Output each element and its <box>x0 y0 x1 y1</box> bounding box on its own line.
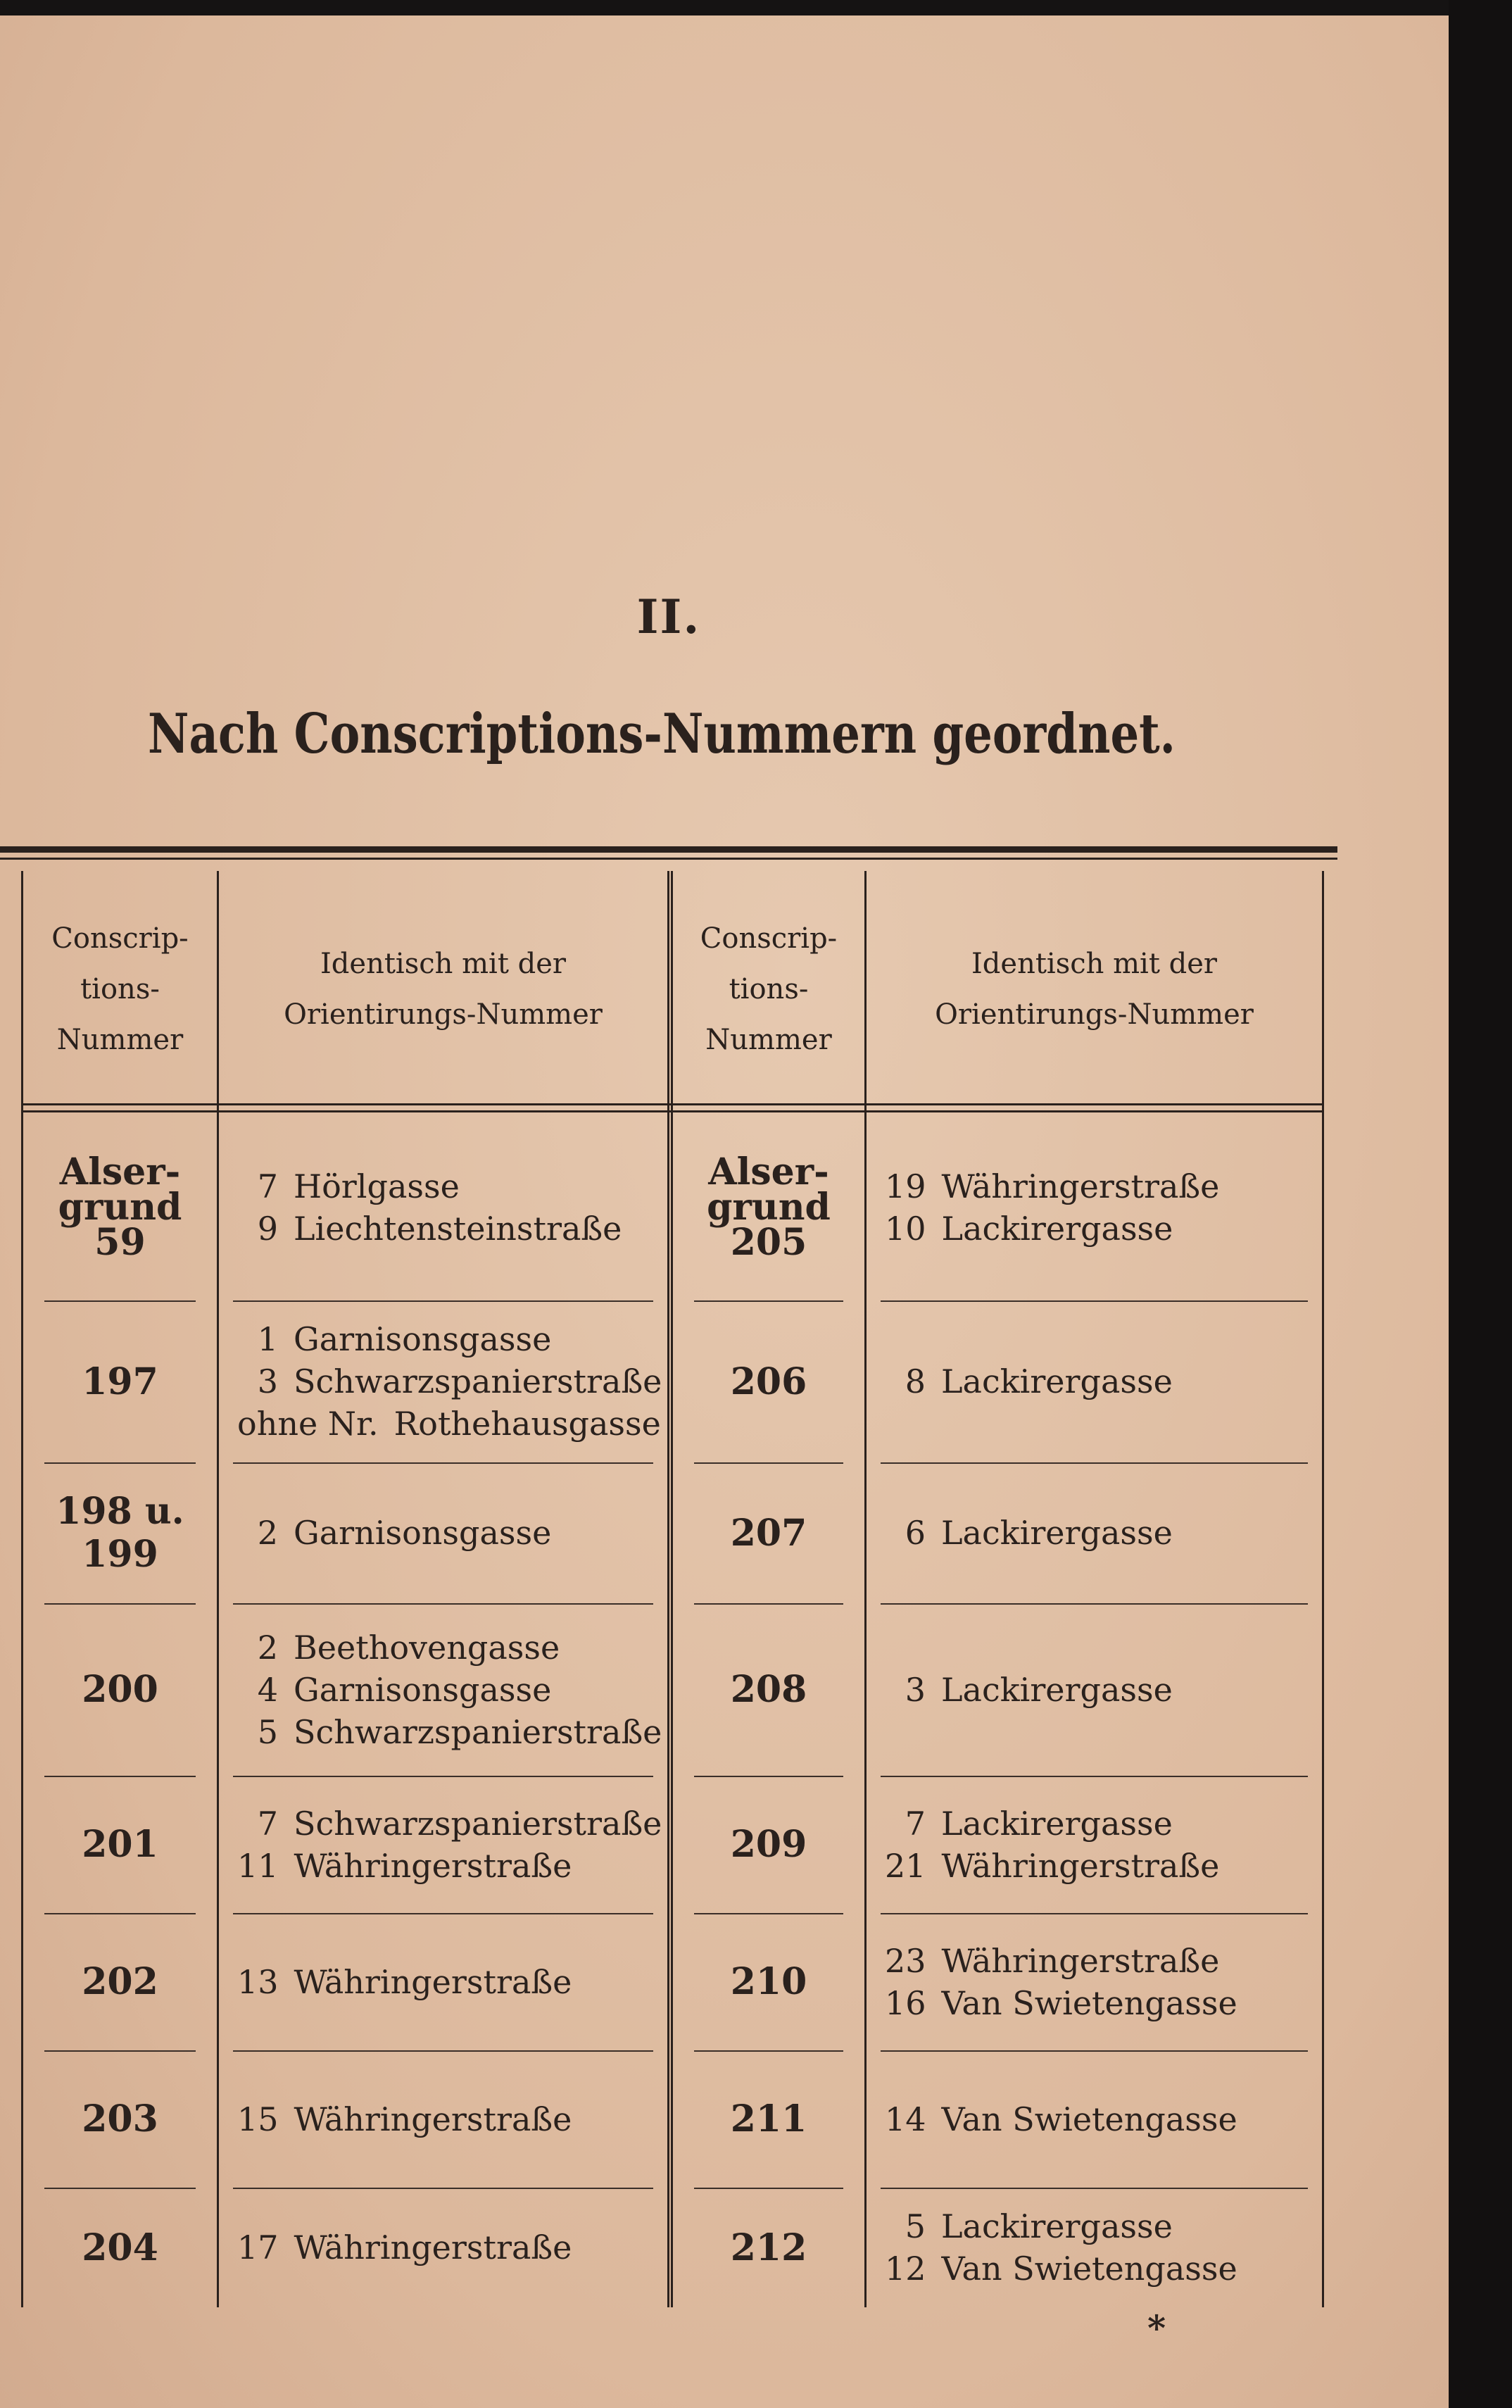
street-name: Beethovengasse <box>294 1628 560 1667</box>
house-number: 10 <box>885 1209 926 1248</box>
house-number: 13 <box>237 1962 279 2001</box>
section-number: II. <box>636 589 701 644</box>
identical-orientation-cell <box>867 1300 1322 1462</box>
identical-orientation-cell <box>867 1603 1322 1776</box>
orientation-entry <box>237 1318 667 1360</box>
conscription-number: 212 <box>730 2226 807 2269</box>
identical-orientation-cell <box>219 1114 667 1300</box>
book-spine <box>1449 0 1512 2408</box>
top-thin-rule <box>0 858 1337 860</box>
orientation-entry <box>885 1845 1322 1887</box>
orientation-entry <box>237 1711 667 1753</box>
conscription-table <box>21 871 1323 2307</box>
house-number: 6 <box>905 1514 926 1552</box>
identical-orientation-cell <box>219 1300 667 1462</box>
street-name: Lackirergasse <box>941 1362 1173 1400</box>
house-number: 7 <box>257 1167 278 1205</box>
header-conscription-right: Conscrip- tions- Nummer <box>700 922 838 1056</box>
street-name: Währingerstraße <box>294 1846 572 1885</box>
header-identical-right: Identisch mit der Orientirungs-Nummer <box>935 947 1254 1031</box>
street-name: Währingerstraße <box>941 1941 1220 1980</box>
identical-orientation-cell <box>867 1462 1322 1603</box>
house-number: 9 <box>257 1209 278 1248</box>
house-number: 3 <box>257 1362 278 1400</box>
conscription-number: Alser- grund 59 <box>58 1150 182 1264</box>
house-number: 17 <box>237 2228 279 2266</box>
street-name: Lackirergasse <box>941 1514 1173 1552</box>
header-identical-left: Identisch mit der Orientirungs-Nummer <box>284 947 603 1031</box>
identical-orientation-cell <box>219 1776 667 1913</box>
house-number: 5 <box>905 2207 926 2245</box>
conscription-number: 197 <box>82 1360 158 1403</box>
street-name: Hörlgasse <box>294 1167 460 1205</box>
identical-orientation-cell <box>219 1603 667 1776</box>
conscription-number: 201 <box>82 1823 158 1866</box>
house-number: 11 <box>237 1846 279 1885</box>
identical-orientation-cell <box>867 2050 1322 2188</box>
orientation-entry <box>237 1626 667 1669</box>
header-double-rule <box>21 1103 1323 1105</box>
page-title: Nach Conscriptions-Nummern geordnet. <box>148 702 1176 766</box>
street-name: Garnisonsgasse <box>294 1514 552 1552</box>
house-number: 3 <box>905 1670 926 1709</box>
orientation-entry <box>885 1982 1322 2024</box>
conscription-number: Alser- grund 205 <box>707 1150 831 1264</box>
street-name: Währingerstraße <box>941 1846 1220 1885</box>
street-name: Van Swietengasse <box>941 1983 1237 2022</box>
street-name: Van Swietengasse <box>941 2250 1237 2288</box>
house-number: 23 <box>885 1941 926 1980</box>
identical-orientation-cell <box>867 1776 1322 1913</box>
orientation-entry <box>237 1845 667 1887</box>
header-conscription-left: Conscrip- tions- Nummer <box>51 922 189 1056</box>
conscription-number: 208 <box>730 1668 807 1711</box>
orientation-entry <box>885 2098 1322 2140</box>
conscription-number: 206 <box>730 1360 807 1403</box>
table-right-border <box>1322 871 1324 2307</box>
house-number: 4 <box>257 1670 278 1709</box>
orientation-entry <box>237 1165 667 1208</box>
house-number: ohne Nr. <box>237 1405 379 1443</box>
house-number: 2 <box>257 1514 278 1552</box>
house-number: 14 <box>885 2100 926 2138</box>
conscription-number: 210 <box>730 1960 807 2003</box>
orientation-entry <box>885 2205 1322 2247</box>
orientation-entry <box>885 1512 1322 1554</box>
orientation-entry <box>237 1802 667 1845</box>
street-name: Währingerstraße <box>941 1167 1220 1205</box>
conscription-number: 198 u. 199 <box>56 1490 184 1576</box>
identical-orientation-cell <box>867 1913 1322 2050</box>
orientation-entry <box>885 1208 1322 1250</box>
orientation-entry <box>237 2226 667 2269</box>
street-name: Lackirergasse <box>941 1209 1173 1248</box>
orientation-entry <box>885 1165 1322 1208</box>
orientation-entry <box>885 1669 1322 1711</box>
center-double-divider <box>667 871 673 2307</box>
house-number: 12 <box>885 2250 926 2288</box>
identical-orientation-cell <box>219 1462 667 1603</box>
street-name: Schwarzspanierstraße <box>294 1362 662 1400</box>
street-name: Währingerstraße <box>294 2100 572 2138</box>
conscription-number: 211 <box>730 2097 807 2140</box>
house-number: 7 <box>905 1804 926 1843</box>
orientation-entry <box>885 1360 1322 1403</box>
top-thick-rule <box>0 846 1337 853</box>
identical-orientation-cell <box>219 2050 667 2188</box>
conscription-number: 203 <box>82 2097 158 2140</box>
orientation-entry <box>237 1961 667 2003</box>
house-number: 5 <box>257 1712 278 1751</box>
identical-orientation-cell <box>867 2188 1322 2307</box>
orientation-entry <box>237 1208 667 1250</box>
footnote-mark: * <box>1147 2307 1166 2349</box>
street-name: Lackirergasse <box>941 1804 1173 1843</box>
orientation-entry <box>885 1940 1322 1982</box>
identical-orientation-cell <box>219 2188 667 2307</box>
identical-orientation-cell <box>219 1913 667 2050</box>
orientation-entry <box>237 2098 667 2140</box>
street-name: Garnisonsgasse <box>294 1320 552 1358</box>
house-number: 8 <box>905 1362 926 1400</box>
orientation-entry <box>885 2247 1322 2290</box>
street-name: Schwarzspanierstraße <box>294 1712 662 1751</box>
conscription-number: 202 <box>82 1960 158 2003</box>
street-name: Liechtensteinstraße <box>294 1209 622 1248</box>
street-name: Lackirergasse <box>941 2207 1173 2245</box>
book-page <box>0 15 1449 2408</box>
identical-orientation-cell <box>867 1114 1322 1300</box>
street-name: Lackirergasse <box>941 1670 1173 1709</box>
street-name: Währingerstraße <box>294 1962 572 2001</box>
orientation-entry <box>237 1669 667 1711</box>
street-name: Währingerstraße <box>294 2228 572 2266</box>
orientation-entry <box>237 1360 667 1403</box>
header-double-rule <box>21 1110 1323 1112</box>
house-number: 16 <box>885 1983 926 2022</box>
conscription-number: 200 <box>82 1668 158 1711</box>
conscription-number: 207 <box>730 1511 807 1555</box>
street-name: Garnisonsgasse <box>294 1670 552 1709</box>
orientation-entry <box>237 1512 667 1554</box>
house-number: 21 <box>885 1846 926 1885</box>
house-number: 19 <box>885 1167 926 1205</box>
conscription-number: 204 <box>82 2226 158 2269</box>
house-number: 15 <box>237 2100 279 2138</box>
conscription-number: 209 <box>730 1823 807 1866</box>
street-name: Schwarzspanierstraße <box>294 1804 662 1843</box>
street-name: Rothehausgasse <box>393 1405 661 1443</box>
orientation-entry <box>237 1403 667 1445</box>
street-name: Van Swietengasse <box>941 2100 1237 2138</box>
house-number: 1 <box>257 1320 278 1358</box>
house-number: 2 <box>257 1628 278 1667</box>
orientation-entry <box>885 1802 1322 1845</box>
house-number: 7 <box>257 1804 278 1843</box>
